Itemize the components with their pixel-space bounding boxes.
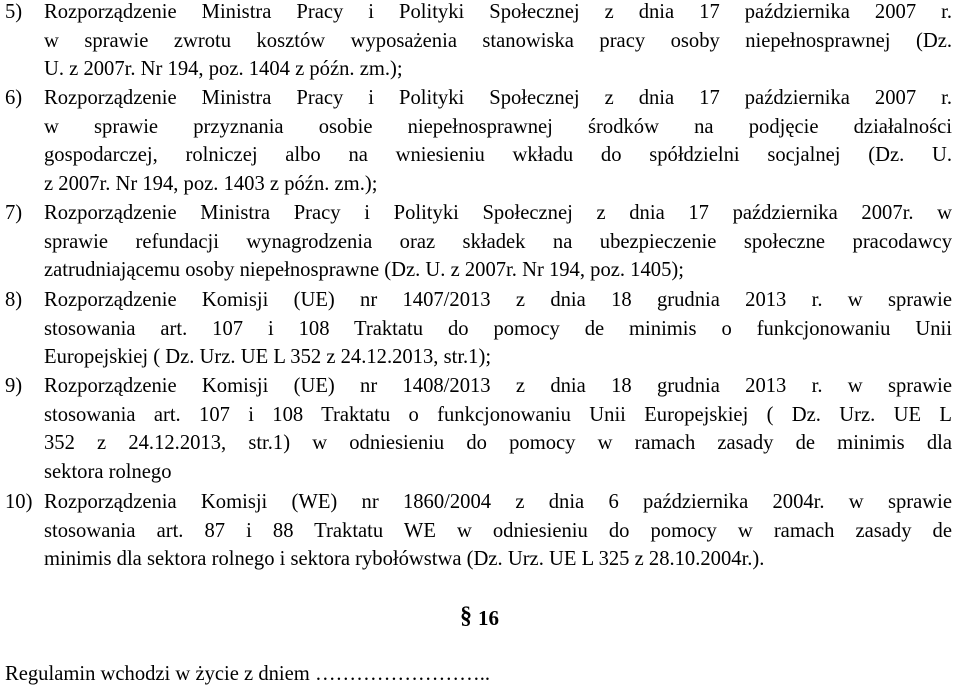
list-item-line: zatrudniającemu osoby niepełnosprawne (Dz. U. z 2007r. Nr 194, poz. 1405); — [44, 259, 684, 282]
list-item — [0, 372, 952, 487]
list-item — [0, 488, 952, 574]
effective-date-text: Regulamin wchodzi w życie z dniem …………………….. — [5, 663, 490, 685]
list-item-line: Rozporządzenie Ministra Pracy i Polityki Społecznej z dnia 17 października 2007 r. — [44, 1, 952, 23]
list-item — [0, 199, 952, 285]
list-item — [0, 286, 952, 372]
list-item-line: Rozporządzenie Komisji (UE) nr 1408/2013 z dnia 18 grudnia 2013 r. w sprawie — [44, 375, 952, 397]
list-item-line: 352 z 24.12.2013, str.1) w odniesieniu do pomocy w ramach zasady de minimis dla — [44, 432, 952, 455]
list-item-line: stosowania art. 107 i 108 Traktatu o funkcjonowaniu Unii Europejskiej ( Dz. Urz. UE L — [44, 403, 952, 426]
list-item-line: Europejskiej ( Dz. Urz. UE L 352 z 24.12.2013, str.1); — [44, 346, 492, 369]
list-item — [0, 0, 952, 84]
list-item-number: 7) — [5, 202, 23, 224]
list-item-line: sprawie refundacji wynagrodzenia oraz składek na ubezpieczenie społeczne pracodawcy — [44, 230, 952, 253]
list-item-number: 6) — [5, 87, 23, 109]
list-item-line: U. z 2007r. Nr 194, poz. 1404 z późn. zm.); — [44, 58, 403, 81]
list-item-number: 9) — [5, 375, 23, 397]
list-item-line: Rozporządzenie Ministra Pracy i Polityki Społecznej z dnia 17 października 2007 r. — [44, 87, 952, 109]
section-number: 16 — [478, 606, 499, 630]
list-item-line: Rozporządzenie Ministra Pracy i Polityki Społecznej z dnia 17 października 2007r. w — [44, 202, 952, 224]
list-item-line: sektora rolnego — [44, 461, 172, 484]
list-item-line: gospodarczej, rolniczej albo na wniesieniu wkładu do spółdzielni socjalnej (Dz. U. — [44, 144, 952, 167]
list-item-line: stosowania art. 87 i 88 Traktatu WE w odniesieniu do pomocy w ramach zasady de — [44, 519, 952, 542]
list-item-number: 5) — [5, 1, 23, 23]
list-item-line: w sprawie zwrotu kosztów wyposażenia stanowiska pracy osoby niepełnosprawnej (Dz. — [44, 29, 952, 52]
list-item-line: z 2007r. Nr 194, poz. 1403 z późn. zm.); — [44, 173, 378, 196]
list-item-line: Rozporządzenie Komisji (UE) nr 1407/2013 z dnia 18 grudnia 2013 r. w sprawie — [44, 289, 952, 311]
section-symbol: § — [460, 603, 472, 629]
list-item-line: Rozporządzenia Komisji (WE) nr 1860/2004 z dnia 6 października 2004r. w sprawie — [44, 491, 952, 513]
list-item-number: 8) — [5, 289, 23, 311]
list-item-number: 10) — [5, 491, 33, 513]
list-item-line: minimis dla sektora rolnego i sektora rybołówstwa (Dz. Urz. UE L 325 z 28.10.2004r.). — [44, 548, 765, 571]
list-item-line: w sprawie przyznania osobie niepełnosprawnej środków na podjęcie działalności — [44, 115, 952, 138]
list-item — [0, 84, 952, 199]
list-item-line: stosowania art. 107 i 108 Traktatu do pomocy de minimis o funkcjonowaniu Unii — [44, 317, 952, 340]
